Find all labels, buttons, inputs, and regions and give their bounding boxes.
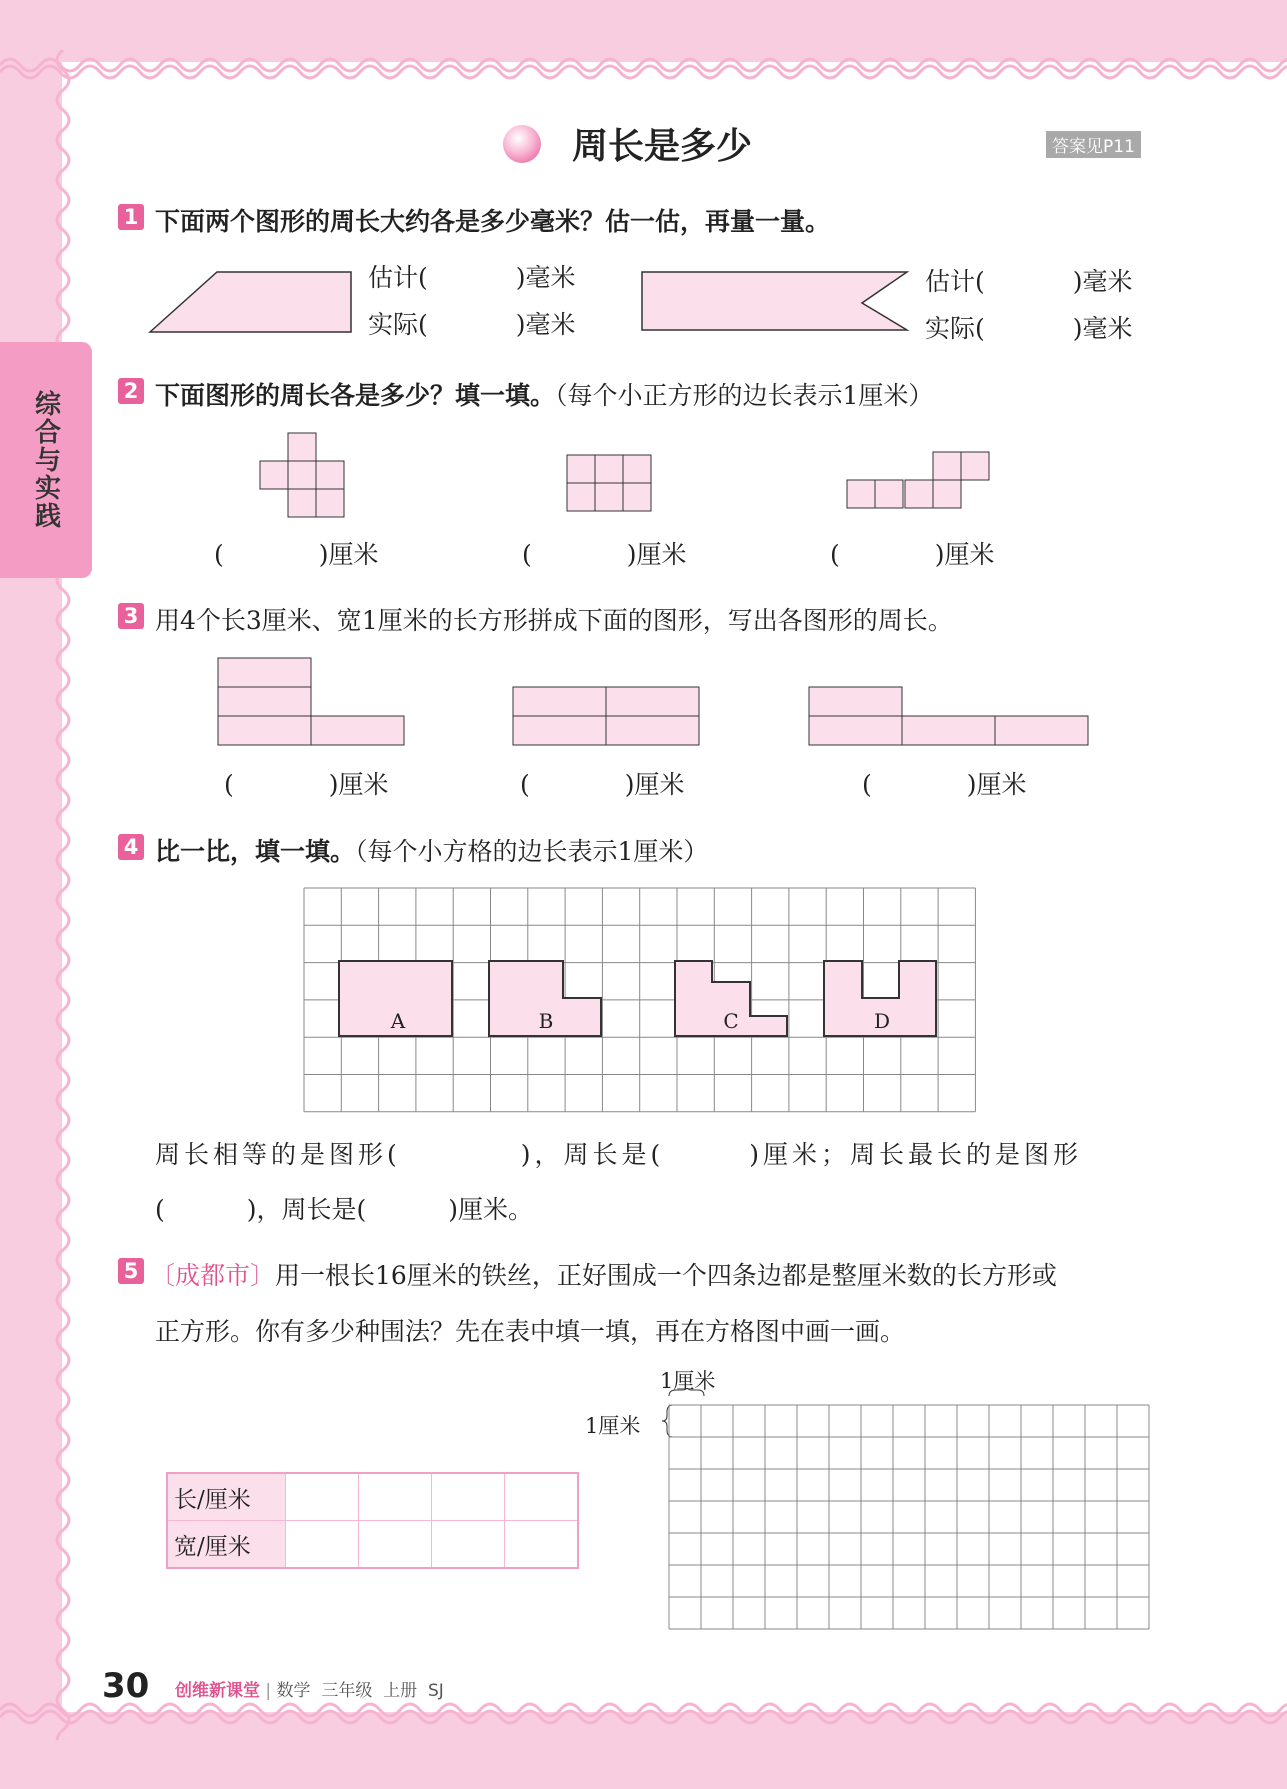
q3-fig1-rect [311,716,404,745]
q2-fig2-cell [623,483,651,511]
scale-brace-horizontal [669,1388,704,1396]
q2-fig1-cell [288,461,316,489]
footer-brand: 创维新课堂 [175,1681,260,1701]
question-1-number: 1 [118,204,144,230]
question-4-text: 比一比，填一填。（每个小方格的边长表示1厘米） [155,837,709,866]
q4-label-c: C [723,1009,739,1033]
table-cell[interactable] [505,1473,579,1521]
table-cell[interactable] [505,1521,579,1569]
footer-volume: 上册 [383,1681,418,1701]
q2-fig2-cell [623,455,651,483]
question-4-number: 4 [118,834,144,860]
question-5-line-2: 正方形。你有多少种围法？先在表中填一填，再在方格图中画一画。 [155,1317,906,1346]
q4-fill-line-1[interactable]: 周长相等的是图形( )，周长是( )厘米；周长最长的是图形 [155,1140,1083,1169]
scale-brace-vertical [662,1405,673,1437]
q3-fig2-rect [606,716,699,745]
question-2-text: 下面图形的周长各是多少？填一填。（每个小正方形的边长表示1厘米） [155,381,934,410]
table-cell[interactable] [359,1473,432,1521]
bottom-wave-border [0,1700,1287,1730]
table-cell[interactable] [432,1521,505,1569]
table-cell[interactable] [359,1521,432,1569]
q2-fig1-cell [316,461,344,489]
q2-fig2-cell [567,483,595,511]
q3-fig1-rect [218,687,311,716]
q4-label-b: B [538,1009,554,1033]
question-5-number: 5 [118,1258,144,1284]
question-5-grid[interactable] [655,1388,1155,1633]
question-2-number: 2 [118,378,144,404]
footer-grade: 三年级 [321,1681,373,1701]
q3-fig1-rect [218,716,311,745]
q3-answer-3[interactable]: ( )厘米 [862,770,1027,799]
footer-info: 创维新课堂 | 数学 三年级 上册 SJ [175,1681,444,1701]
scale-horizontal-label: 1厘米 [660,1369,716,1393]
q2-fig2-cell [567,455,595,483]
q2-fig2-cell [595,483,623,511]
question-3-number: 3 [118,603,144,629]
question-4-grid [302,886,977,1114]
q3-fig3-rect [809,716,902,745]
q3-answer-2[interactable]: ( )厘米 [520,770,685,799]
q2-fig3-cell [847,480,875,508]
table-row-width [167,1521,578,1569]
question-2-figures [255,430,1000,520]
q2-fig1-cell [316,489,344,517]
page-number: 30 [102,1666,150,1706]
q3-answer-1[interactable]: ( )厘米 [224,770,389,799]
table-cell[interactable] [286,1473,359,1521]
q2-fig2-cell [595,455,623,483]
q2-fig3-cell [875,480,903,508]
side-tab-label: 综合与实践 [30,390,61,530]
table-row-length [167,1473,578,1521]
q3-fig3-rect [995,716,1088,745]
q2-fig1-cell [288,489,316,517]
q3-fig2-rect [513,716,606,745]
trapezoid-shape [150,272,351,332]
q2-answer-2[interactable]: ( )厘米 [522,540,687,569]
q2-fig3-cell [933,480,961,508]
q3-fig3-rect [902,716,995,745]
row-header-width: 宽/厘米 [167,1521,286,1569]
footer-edition: SJ [427,1681,444,1701]
q2-fig3-cell [961,452,989,480]
footer-subject: 数学 [276,1681,311,1701]
row-header-length: 长/厘米 [167,1473,286,1521]
q2-fig1-cell [288,433,316,461]
question-5-line-1: 〔成都市〕用一根长16厘米的铁丝，正好围成一个四条边都是整厘米数的长方形或 [150,1261,1057,1290]
q1-right-estimate[interactable]: 估计( )毫米 [925,267,1133,296]
title-bullet-icon [503,125,541,163]
q4-fill-line-2[interactable]: ( )，周长是( )厘米。 [155,1195,534,1224]
dimension-table [166,1472,579,1569]
question-1-text: 下面两个图形的周长大约各是多少毫米？估一估，再量一量。 [155,207,831,236]
question-3-figures [215,655,1095,750]
q1-left-estimate[interactable]: 估计( )毫米 [368,263,576,292]
q1-right-actual[interactable]: 实际( )毫米 [925,314,1133,343]
q3-fig3-rect [809,687,902,716]
q3-fig2-rect [606,687,699,716]
q2-fig3-cell [933,452,961,480]
q2-answer-1[interactable]: ( )厘米 [214,540,379,569]
top-wave-border [0,50,1287,80]
answer-reference-badge: 答案见P11 [1046,131,1141,158]
table-cell[interactable] [432,1473,505,1521]
q2-fig3-cell [905,480,933,508]
scale-vertical-label: 1厘米 [585,1414,641,1438]
table-cell[interactable] [286,1521,359,1569]
q4-label-d: D [873,1009,891,1033]
question-3-text: 用4个长3厘米、宽1厘米的长方形拼成下面的图形，写出各图形的周长。 [155,606,953,635]
q2-fig1-cell [260,461,288,489]
q3-fig2-rect [513,687,606,716]
page-title: 周长是多少 [572,126,753,167]
side-tab [0,342,92,578]
q3-fig1-rect [218,658,311,687]
q2-answer-3[interactable]: ( )厘米 [830,540,995,569]
q1-left-actual[interactable]: 实际( )毫米 [368,310,576,339]
q4-label-a: A [390,1009,406,1033]
notched-rectangle-shape [642,272,907,330]
left-wave-border [48,50,78,1740]
